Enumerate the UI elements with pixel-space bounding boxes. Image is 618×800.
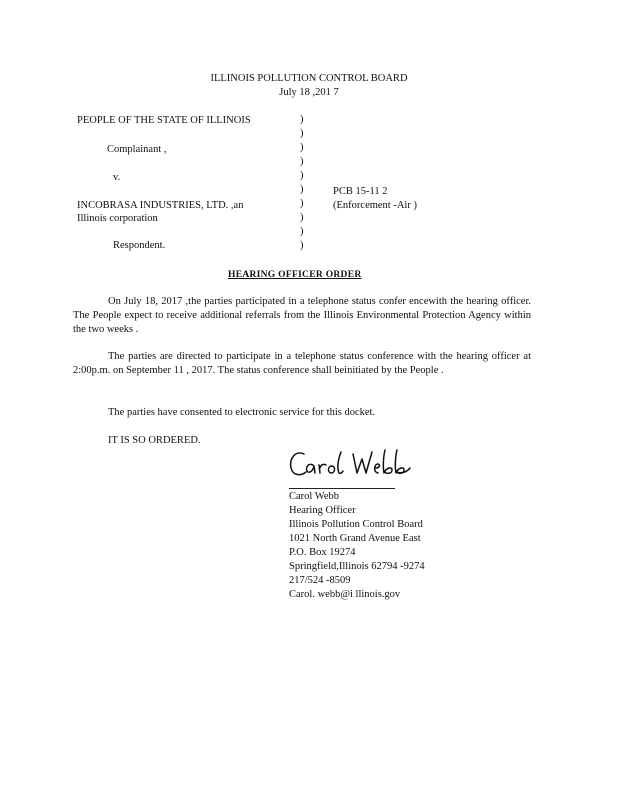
caption-parentheses — [300, 113, 304, 253]
signer-name: Carol Webb — [289, 491, 339, 502]
signature-line — [289, 488, 395, 489]
respondent-role: Respondent. — [113, 240, 166, 251]
paren: ) — [300, 226, 304, 237]
city-state-zip: Springfield,Illinois 62794 -9274 — [289, 561, 425, 572]
paren: ) — [300, 240, 304, 251]
signer-agency: Illinois Pollution Control Board — [289, 519, 423, 530]
case-type: (Enforcement -Air ) — [333, 200, 417, 211]
complainant-role: Complainant , — [107, 144, 167, 155]
signature-block — [289, 490, 425, 602]
paragraph-1: On July 18, 2017 ,the parties participated in a telephone status confer encewith the hearing officer. The People expect to receive additional referrals from the Illinois Environmental Protection Agency within the two weeks . — [73, 296, 531, 335]
street-address: 1021 North Grand Avenue East — [289, 533, 421, 544]
paren: ) — [300, 212, 304, 223]
paren: ) — [300, 156, 304, 167]
paren: ) — [300, 114, 304, 125]
email-address: Carol. webb@i llinois.gov — [289, 589, 401, 600]
paren: ) — [300, 128, 304, 139]
paren: ) — [300, 142, 304, 153]
versus-label: v. — [113, 172, 121, 183]
case-number: PCB 15-11 2 — [333, 186, 388, 197]
paren: ) — [300, 184, 304, 195]
signature-image — [286, 446, 416, 484]
ordered-statement: IT IS SO ORDERED. — [108, 435, 201, 446]
complainant-name: PEOPLE OF THE STATE OF ILLINOIS — [77, 115, 251, 126]
respondent-name-line2: Illinois corporation — [77, 213, 158, 224]
agency-heading: ILLINOIS POLLUTION CONTROL BOARD — [210, 73, 408, 84]
po-box: P.O. Box 19274 — [289, 547, 356, 558]
order-title: HEARING OFFICER ORDER — [228, 270, 362, 280]
document-date: July 18 ,201 7 — [279, 87, 339, 98]
respondent-name-line1: INCOBRASA INDUSTRIES, LTD. ,an — [77, 200, 244, 211]
paragraph-2: The parties are directed to participate in a telephone status conference with the hearing officer at 2:00p.m. on September 11 , 2017. The status conference shall beinitiated by the People . — [73, 351, 531, 376]
paren: ) — [300, 198, 304, 209]
signer-title: Hearing Officer — [289, 505, 356, 516]
phone-number: 217/524 -8509 — [289, 575, 351, 586]
paren: ) — [300, 170, 304, 181]
paragraph-3: The parties have consented to electronic service for this docket. — [108, 407, 376, 418]
